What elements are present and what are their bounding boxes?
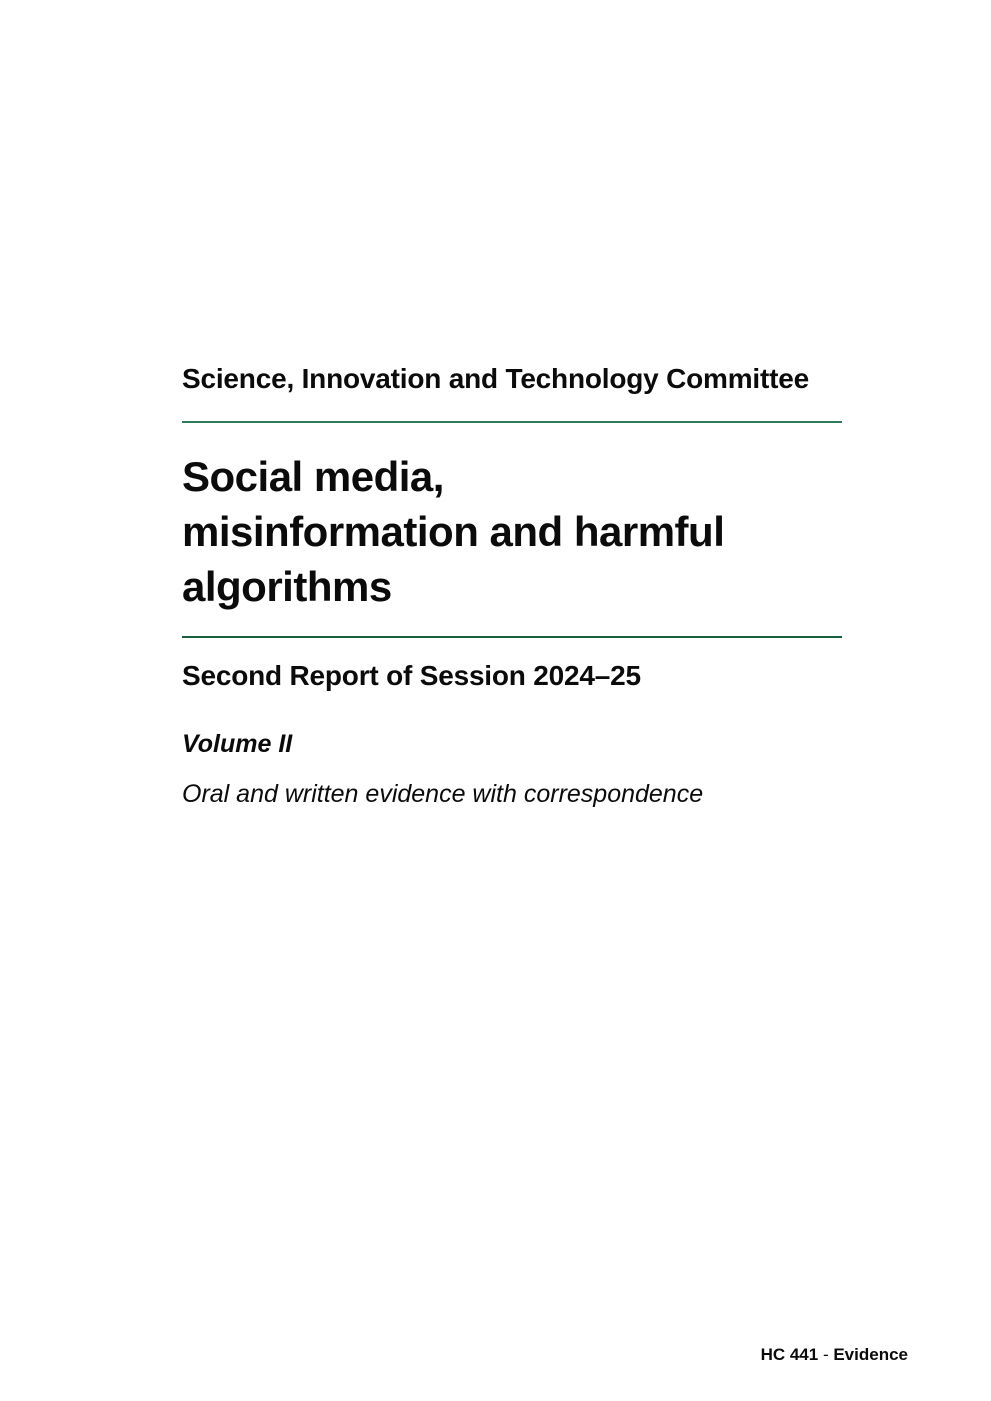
hc-number: HC 441 (760, 1345, 819, 1364)
divider-rule-bottom (182, 636, 842, 638)
hc-reference (761, 1344, 908, 1366)
report-title-line-1: Social media, (182, 453, 444, 500)
report-title-line-3: algorithms (182, 563, 392, 610)
committee-name: Science, Innovation and Technology Committee (182, 363, 809, 394)
session-report-heading: Second Report of Session 2024–25 (182, 660, 641, 691)
report-title-line-2: misinformation and harmful (182, 508, 725, 555)
report-title (182, 449, 724, 614)
evidence-subtitle: Oral and written evidence with correspondence (182, 780, 704, 808)
hc-separator: - (822, 1345, 829, 1364)
divider-rule-top (182, 421, 842, 423)
hc-evidence-label: Evidence (833, 1345, 908, 1364)
volume-label: Volume II (182, 730, 293, 758)
